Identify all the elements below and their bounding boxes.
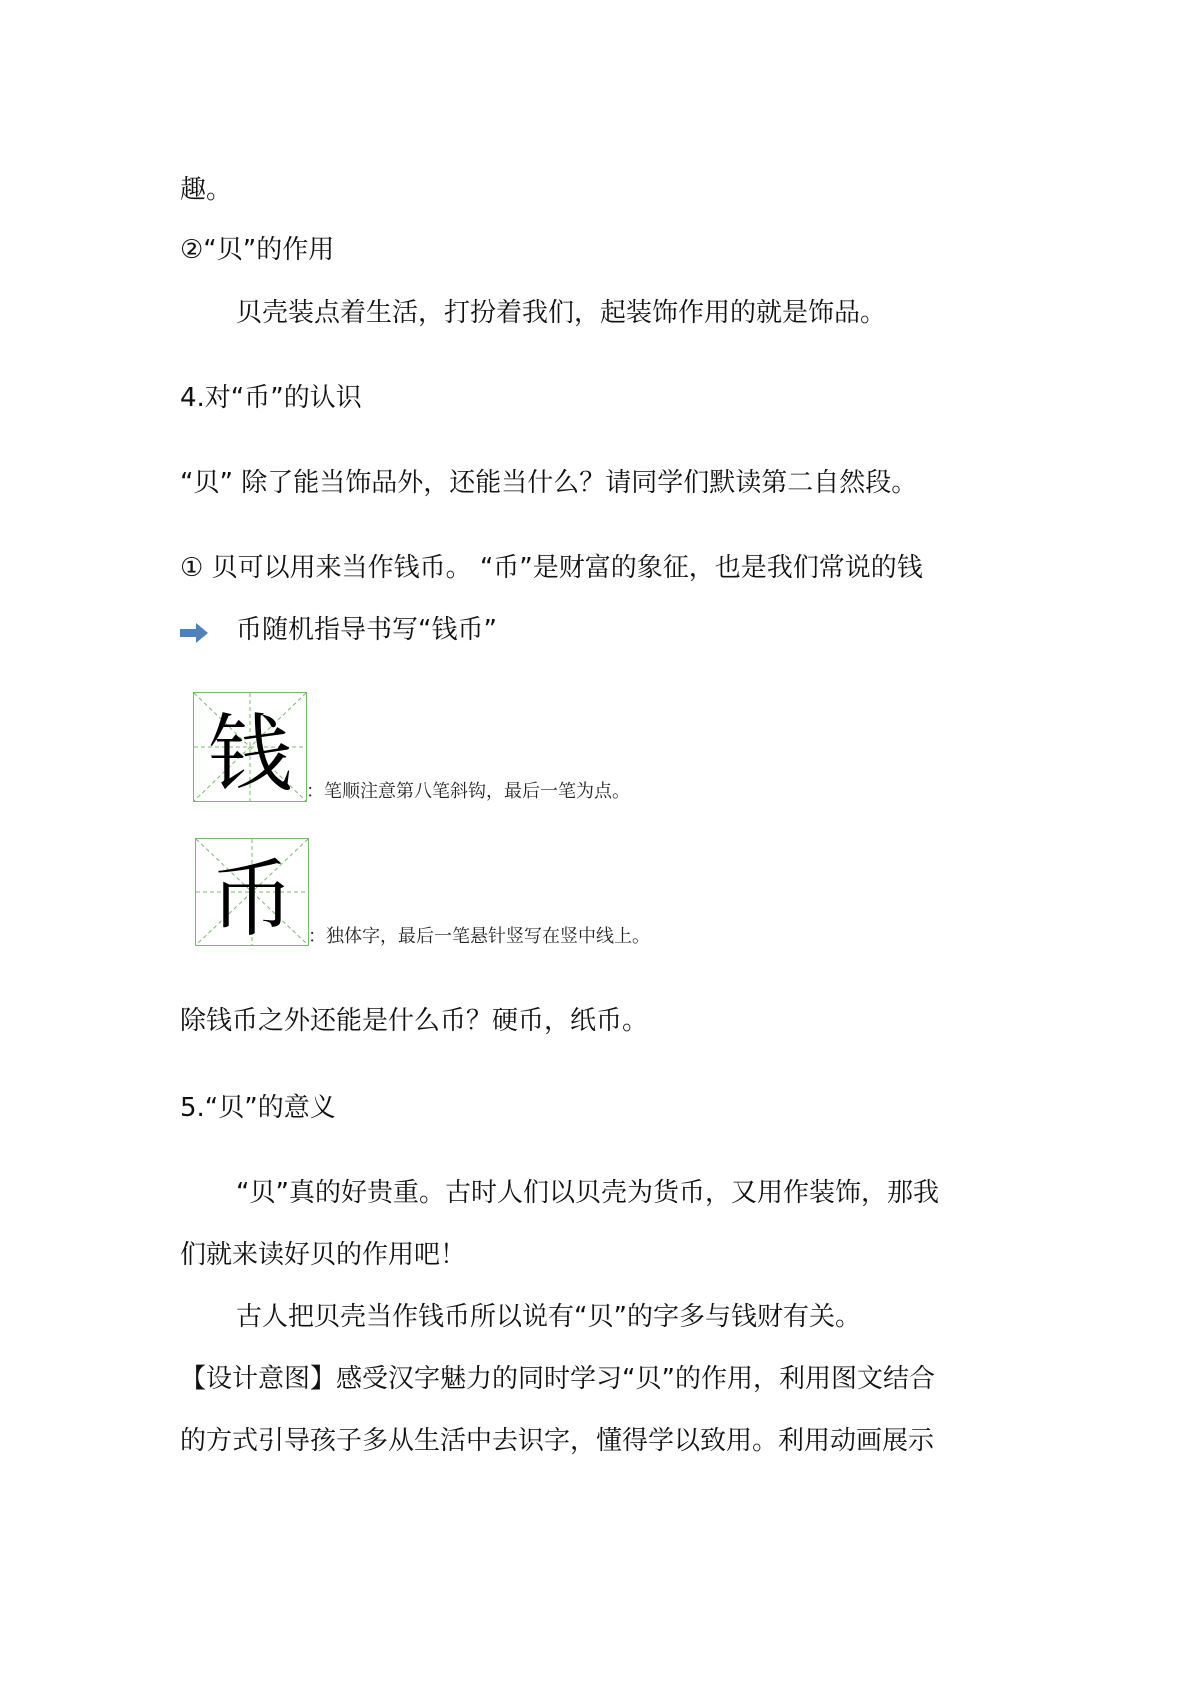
section-heading-meaning: 5.“贝”的意义	[180, 1093, 336, 1123]
character-qian: 钱	[207, 704, 292, 803]
arrow-right-icon	[180, 623, 208, 643]
design-intent-line-1: 【设计意图】感受汉字魅力的同时学习“贝”的作用，利用图文结合	[180, 1364, 935, 1394]
note-bi: ：独体字，最后一笔悬针竖写在竖中线上。	[308, 926, 650, 947]
paragraph-ancient: 古人把贝壳当作钱币所以说有“贝”的字多与钱财有关。	[236, 1302, 861, 1332]
character-grid-qian	[193, 692, 307, 802]
design-intent-line-2: 的方式引导孩子多从生活中去识字，懂得学以致用。利用动画展示	[180, 1426, 935, 1456]
other-coins-line: 除钱币之外还能是什么币？硬币，纸币。	[180, 1006, 649, 1036]
character-grid-bi	[195, 838, 309, 946]
section-heading-bi: 4.对“币”的认识	[180, 383, 362, 413]
writing-guide-line: 币随机指导书写“钱币”	[236, 615, 497, 645]
section-heading-bei-function: ②“贝”的作用	[180, 235, 335, 265]
line-1: 趣。	[180, 175, 233, 205]
question-paragraph: “贝” 除了能当饰品外，还能当什么？请同学们默读第二自然段。	[180, 468, 918, 498]
paragraph-meaning-2: 们就来读好贝的作用吧！	[180, 1240, 467, 1270]
paragraph-meaning-1: “贝”真的好贵重。古时人们以贝壳为货币，又用作装饰，那我	[236, 1178, 939, 1208]
point-money: ① 贝可以用来当作钱币。 “币”是财富的象征，也是我们常说的钱	[180, 553, 923, 583]
paragraph-decoration: 贝壳装点着生活，打扮着我们，起装饰作用的就是饰品。	[236, 298, 887, 328]
character-bi: 币	[209, 849, 294, 948]
note-qian: ：笔顺注意第八笔斜钩，最后一笔为点。	[306, 781, 630, 802]
